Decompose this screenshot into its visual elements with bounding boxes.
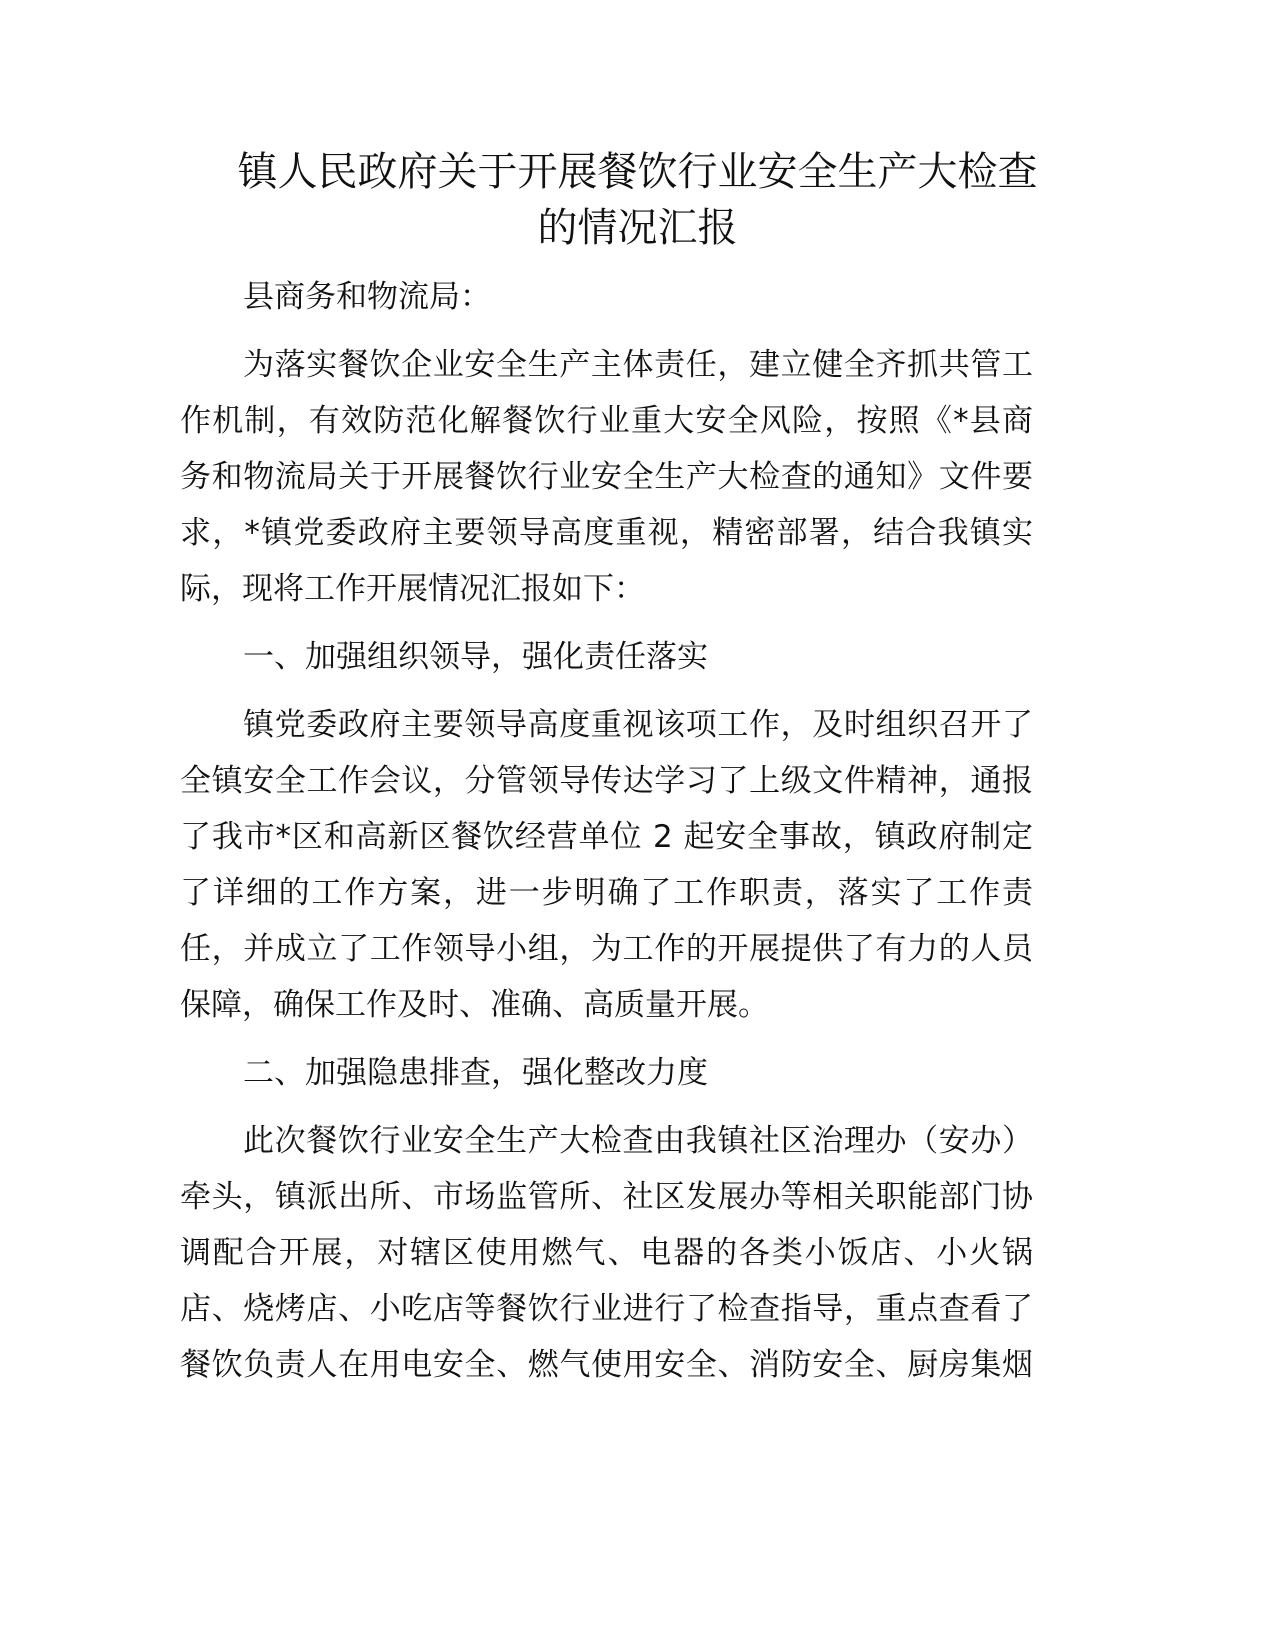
- document-body: [180, 269, 1033, 1393]
- paragraph: [180, 697, 1033, 1033]
- text-line: 二、加强隐患排查，强化整改力度: [243, 1055, 708, 1091]
- text-line: 了我市*区和高新区餐饮经营单位 2 起安全事故，镇政府制定: [180, 819, 1033, 855]
- text-line: 保障，确保工作及时、准确、高质量开展。: [180, 987, 769, 1023]
- text-line: 镇党委政府主要领导高度重视该项工作，及时组织召开了: [243, 707, 1033, 743]
- text-line: 一、加强组织领导，强化责任落实: [243, 639, 708, 675]
- text-line: 牵头，镇派出所、市场监管所、社区发展办等相关职能部门协: [180, 1179, 1033, 1215]
- title-line-1: 镇人民政府关于开展餐饮行业安全生产大检查: [237, 149, 1038, 195]
- text-line: 求，*镇党委政府主要领导高度重视，精密部署，结合我镇实: [180, 515, 1033, 551]
- paragraph: [180, 1045, 1033, 1101]
- paragraph: [180, 269, 1033, 325]
- text-line: 餐饮负责人在用电安全、燃气使用安全、消防安全、厨房集烟: [180, 1347, 1033, 1383]
- text-line: 任，并成立了工作领导小组，为工作的开展提供了有力的人员: [180, 931, 1033, 967]
- text-line: 作机制，有效防范化解餐饮行业重大安全风险，按照《*县商: [180, 403, 1033, 439]
- text-line: 店、烧烤店、小吃店等餐饮行业进行了检查指导，重点查看了: [180, 1291, 1033, 1327]
- document-title: [0, 144, 1275, 256]
- title-line-2: 的情况汇报: [537, 205, 738, 251]
- paragraph: [180, 1113, 1033, 1393]
- text-line: 调配合开展，对辖区使用燃气、电器的各类小饭店、小火锅: [180, 1235, 1033, 1271]
- text-line: 县商务和物流局：: [243, 279, 491, 315]
- paragraph: [180, 337, 1033, 617]
- text-line: 了详细的工作方案，进一步明确了工作职责，落实了工作责: [180, 875, 1033, 911]
- paragraph: [180, 629, 1033, 685]
- text-line: 全镇安全工作会议，分管领导传达学习了上级文件精神，通报: [180, 763, 1033, 799]
- text-line: 务和物流局关于开展餐饮行业安全生产大检查的通知》文件要: [180, 459, 1033, 495]
- text-line: 此次餐饮行业安全生产大检查由我镇社区治理办（安办）: [243, 1123, 1033, 1159]
- text-line: 为落实餐饮企业安全生产主体责任，建立健全齐抓共管工: [243, 347, 1033, 383]
- text-line: 际，现将工作开展情况汇报如下：: [180, 571, 645, 607]
